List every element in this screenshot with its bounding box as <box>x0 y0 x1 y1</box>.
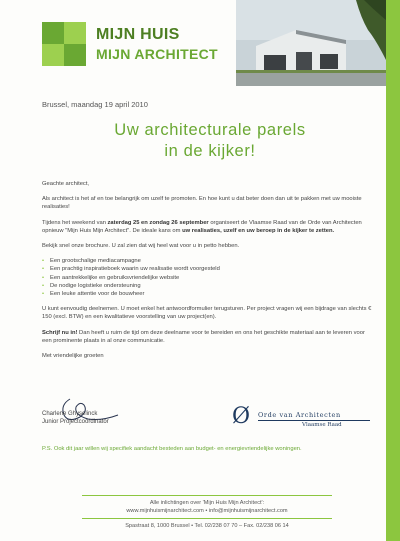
list-item-label: Een aantrekkelijke en gebruiksvriendelijke website <box>50 274 180 281</box>
list-item <box>42 282 372 290</box>
list-item-label: De nodige logistieke ondersteuning <box>50 282 141 289</box>
orde-van-architecten-logo <box>232 404 372 434</box>
paragraph-event-text: organiseert de Vlaamse Raad van de Orde van Architecten opnieuw "Mijn Huis Mijn Architect". De ideale kans om <box>42 219 362 234</box>
bullet-icon: • <box>42 266 45 273</box>
bullet-icon: • <box>42 291 45 298</box>
logo-text-line2: MIJN ARCHITECT <box>96 46 218 62</box>
footer-address-line: Spastraat 8, 1000 Brussel • Tel. 02/238 07 70 – Fax. 02/238 06 14 <box>125 523 289 529</box>
paragraph-intro: Als architect is het af en toe belangrijk om uzelf te promoten. En hoe kunt u dat beter doen dan uit te pakken met uw mooiste realisaties! <box>42 196 362 211</box>
headline <box>60 120 360 162</box>
list-item-label: Een leuke attentie voor de bouwheer <box>50 291 145 298</box>
orde-mark-icon: Ø <box>232 404 251 429</box>
bullet-icon: • <box>42 274 45 281</box>
signer-name: Charlene Ghyselinck <box>42 411 98 417</box>
side-accent-bar <box>386 0 400 541</box>
closing: Met vriendelijke groeten <box>42 353 104 360</box>
list-item <box>42 290 372 298</box>
headline-line1: Uw architecturale parels <box>114 121 306 139</box>
logo-square <box>64 22 86 44</box>
footer-contact-line: www.mijnhuismijnarchitect.com • info@mijnhuismijnarchitect.com <box>126 508 288 514</box>
list-item <box>42 257 372 265</box>
house-photo-illustration <box>236 0 386 86</box>
paragraph-event <box>42 219 372 235</box>
footer-divider <box>82 518 332 519</box>
paragraph-brochure: Bekijk snel onze brochure. U zal zien dat wij heel wat voor u in petto hebben. <box>42 243 240 250</box>
house-photo <box>236 0 386 86</box>
footer-divider <box>82 495 332 496</box>
list-item-label: Een prachtig inspiratieboek waarin uw realisatie wordt voorgesteld <box>50 266 220 273</box>
logo-square <box>64 44 86 66</box>
logo-text-line1: MIJN HUIS <box>96 26 180 43</box>
orde-name: Orde van Architecten <box>258 411 341 419</box>
benefits-list <box>42 257 372 298</box>
list-item-label: Een grootschalige mediacampagne <box>50 258 141 265</box>
list-item <box>42 274 372 282</box>
paragraph-signup <box>42 329 372 345</box>
footer-info-line: Alle inlichtingen over 'Mijn Huis Mijn Architect': <box>149 500 265 506</box>
signup-callout: Schrijf nu in! <box>42 329 78 336</box>
signer-block <box>42 410 109 426</box>
salutation: Geachte architect, <box>42 181 90 187</box>
logo-square <box>42 44 64 66</box>
paragraph-event-text: Tijdens het weekend van <box>42 219 108 226</box>
bullet-icon: • <box>42 258 45 265</box>
mijn-huis-logo <box>42 22 227 66</box>
letter-body <box>42 180 372 360</box>
paragraph-participation: U kunt eenvoudig deelnemen. U moet enkel het antwoordformulier terugsturen. Per project vragen wij een bijdrage van slechts € 150 (excl. BTW) en een kwalitatieve voorstelling van uw project(en). <box>42 306 372 321</box>
signer-role: Junior Projectcoördinator <box>42 419 109 425</box>
event-dates: zaterdag 25 en zondag 26 september <box>107 219 209 226</box>
postscript: P.S. Ook dit jaar willen wij specifiek aandacht besteden aan budget- en energievriendelijke woningen. <box>42 446 302 452</box>
logo-square <box>42 22 64 44</box>
list-item <box>42 265 372 273</box>
letter-date: Brussel, maandag 19 april 2010 <box>42 100 148 109</box>
orde-council: Vlaamse Raad <box>302 422 342 428</box>
bullet-icon: • <box>42 282 45 289</box>
event-highlight: uw realisaties, uzelf en uw beroep in de kijker te zetten. <box>182 227 335 234</box>
paragraph-signup-text: Dan heeft u ruim de tijd om deze deelname voor te bereiden en ons het geschikte materiaal aan te leveren voor een prominente plaats in al onze communicatie. <box>42 329 365 344</box>
orde-divider <box>258 420 370 421</box>
headline-line2: in de kijker! <box>164 142 256 160</box>
letter-footer <box>42 492 372 530</box>
